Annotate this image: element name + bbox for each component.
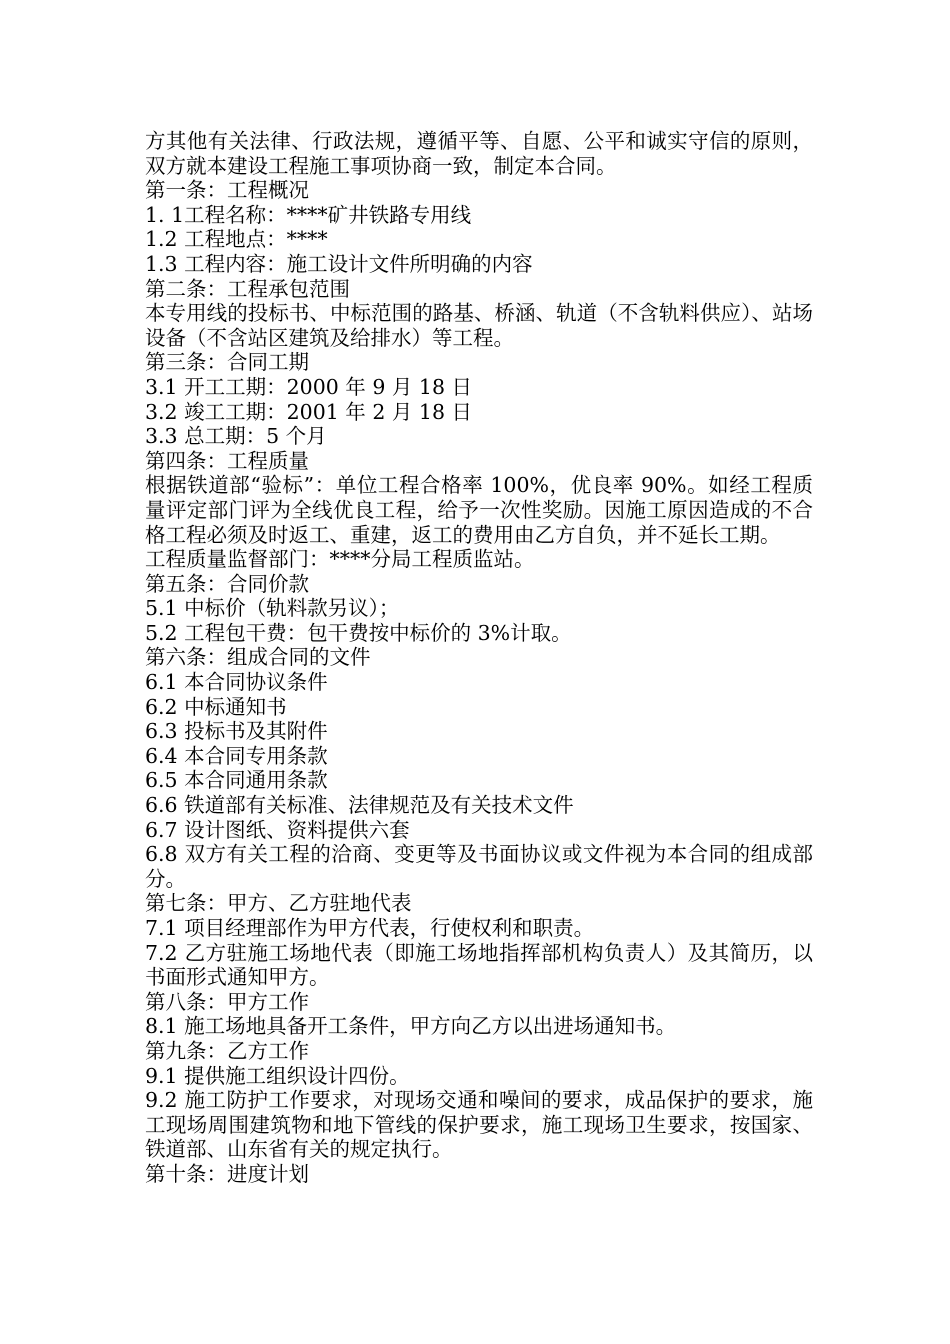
clause-8-1: 8.1 施工场地具备开工条件，甲方向乙方以出进场通知书。 bbox=[145, 1014, 677, 1039]
clause-6-7: 6.7 设计图纸、资料提供六套 bbox=[145, 817, 410, 842]
heading-article-4: 第四条：工程质量 bbox=[145, 448, 309, 473]
document-body bbox=[145, 129, 813, 1187]
heading-article-10: 第十条：进度计划 bbox=[145, 1161, 309, 1186]
heading-article-5: 第五条：合同价款 bbox=[145, 571, 309, 596]
clause-5-1: 5.1 中标价（轨料款另议）； bbox=[145, 596, 400, 621]
clause-6-4: 6.4 本合同专用条款 bbox=[145, 743, 328, 768]
clause-7-2: 7.2 乙方驻施工场地代表（即施工场地指挥部机构负责人）及其简历，以书面形式通知甲方。 bbox=[145, 940, 813, 990]
heading-article-2: 第二条：工程承包范围 bbox=[145, 276, 350, 301]
clause-6-2: 6.2 中标通知书 bbox=[145, 694, 287, 719]
clause-3-1: 3.1 开工工期：2000 年 9 月 18 日 bbox=[145, 374, 472, 399]
paragraph-scope: 本专用线的投标书、中标范围的路基、桥涵、轨道（不含轨料供应）、站场设备（不含站区建筑及给排水）等工程。 bbox=[145, 301, 813, 350]
clause-1-1: 1. 1工程名称：****矿井铁路专用线 bbox=[145, 202, 472, 227]
clause-9-1: 9.1 提供施工组织设计四份。 bbox=[145, 1063, 410, 1088]
clause-5-2: 5.2 工程包干费：包干费按中标价的 3%计取。 bbox=[145, 620, 572, 645]
heading-article-8: 第八条：甲方工作 bbox=[145, 989, 309, 1014]
clause-6-1: 6.1 本合同协议条件 bbox=[145, 670, 328, 695]
heading-article-7: 第七条：甲方、乙方驻地代表 bbox=[145, 891, 412, 916]
paragraph-quality: 根据铁道部“验标”：单位工程合格率 100%，优良率 90%。如经工程质量评定部门评为全线优良工程，给予一次性奖励。因施工原因造成的不合格工程必须及时返工、重建，返工的费用由乙方自负，并不延长工期。 bbox=[145, 473, 813, 547]
clause-6-5: 6.5 本合同通用条款 bbox=[145, 768, 328, 793]
clause-3-3: 3.3 总工期：5 个月 bbox=[145, 424, 327, 449]
clause-3-2: 3.2 竣工工期：2001 年 2 月 18 日 bbox=[145, 399, 472, 424]
clause-7-1: 7.1 项目经理部作为甲方代表，行使权利和职责。 bbox=[145, 916, 595, 940]
heading-article-6: 第六条：组成合同的文件 bbox=[145, 645, 371, 670]
heading-article-9: 第九条：乙方工作 bbox=[145, 1038, 309, 1063]
clause-1-3: 1.3 工程内容：施工设计文件所明确的内容 bbox=[145, 251, 533, 276]
heading-article-1: 第一条：工程概况 bbox=[145, 178, 309, 203]
clause-6-6: 6.6 铁道部有关标准、法律规范及有关技术文件 bbox=[145, 793, 574, 818]
paragraph-intro: 方其他有关法律、行政法规，遵循平等、自愿、公平和诚实守信的原则，双方就本建设工程施工事项协商一致，制定本合同。 bbox=[145, 129, 813, 178]
heading-article-3: 第三条：合同工期 bbox=[145, 350, 309, 375]
clause-1-2: 1.2 工程地点：**** bbox=[145, 227, 328, 252]
clause-6-8: 6.8 双方有关工程的洽商、变更等及书面协议或文件视为本合同的组成部分。 bbox=[145, 842, 813, 891]
clause-9-2: 9.2 施工防护工作要求，对现场交通和噪间的要求，成品保护的要求，施工现场周围建筑物和地下管线的保护要求，施工现场卫生要求，按国家、铁道部、山东省有关的规定执行。 bbox=[145, 1088, 813, 1162]
paragraph-quality-supervision: 工程质量监督部门：****分局工程质监站。 bbox=[145, 547, 535, 572]
clause-6-3: 6.3 投标书及其附件 bbox=[145, 719, 328, 744]
